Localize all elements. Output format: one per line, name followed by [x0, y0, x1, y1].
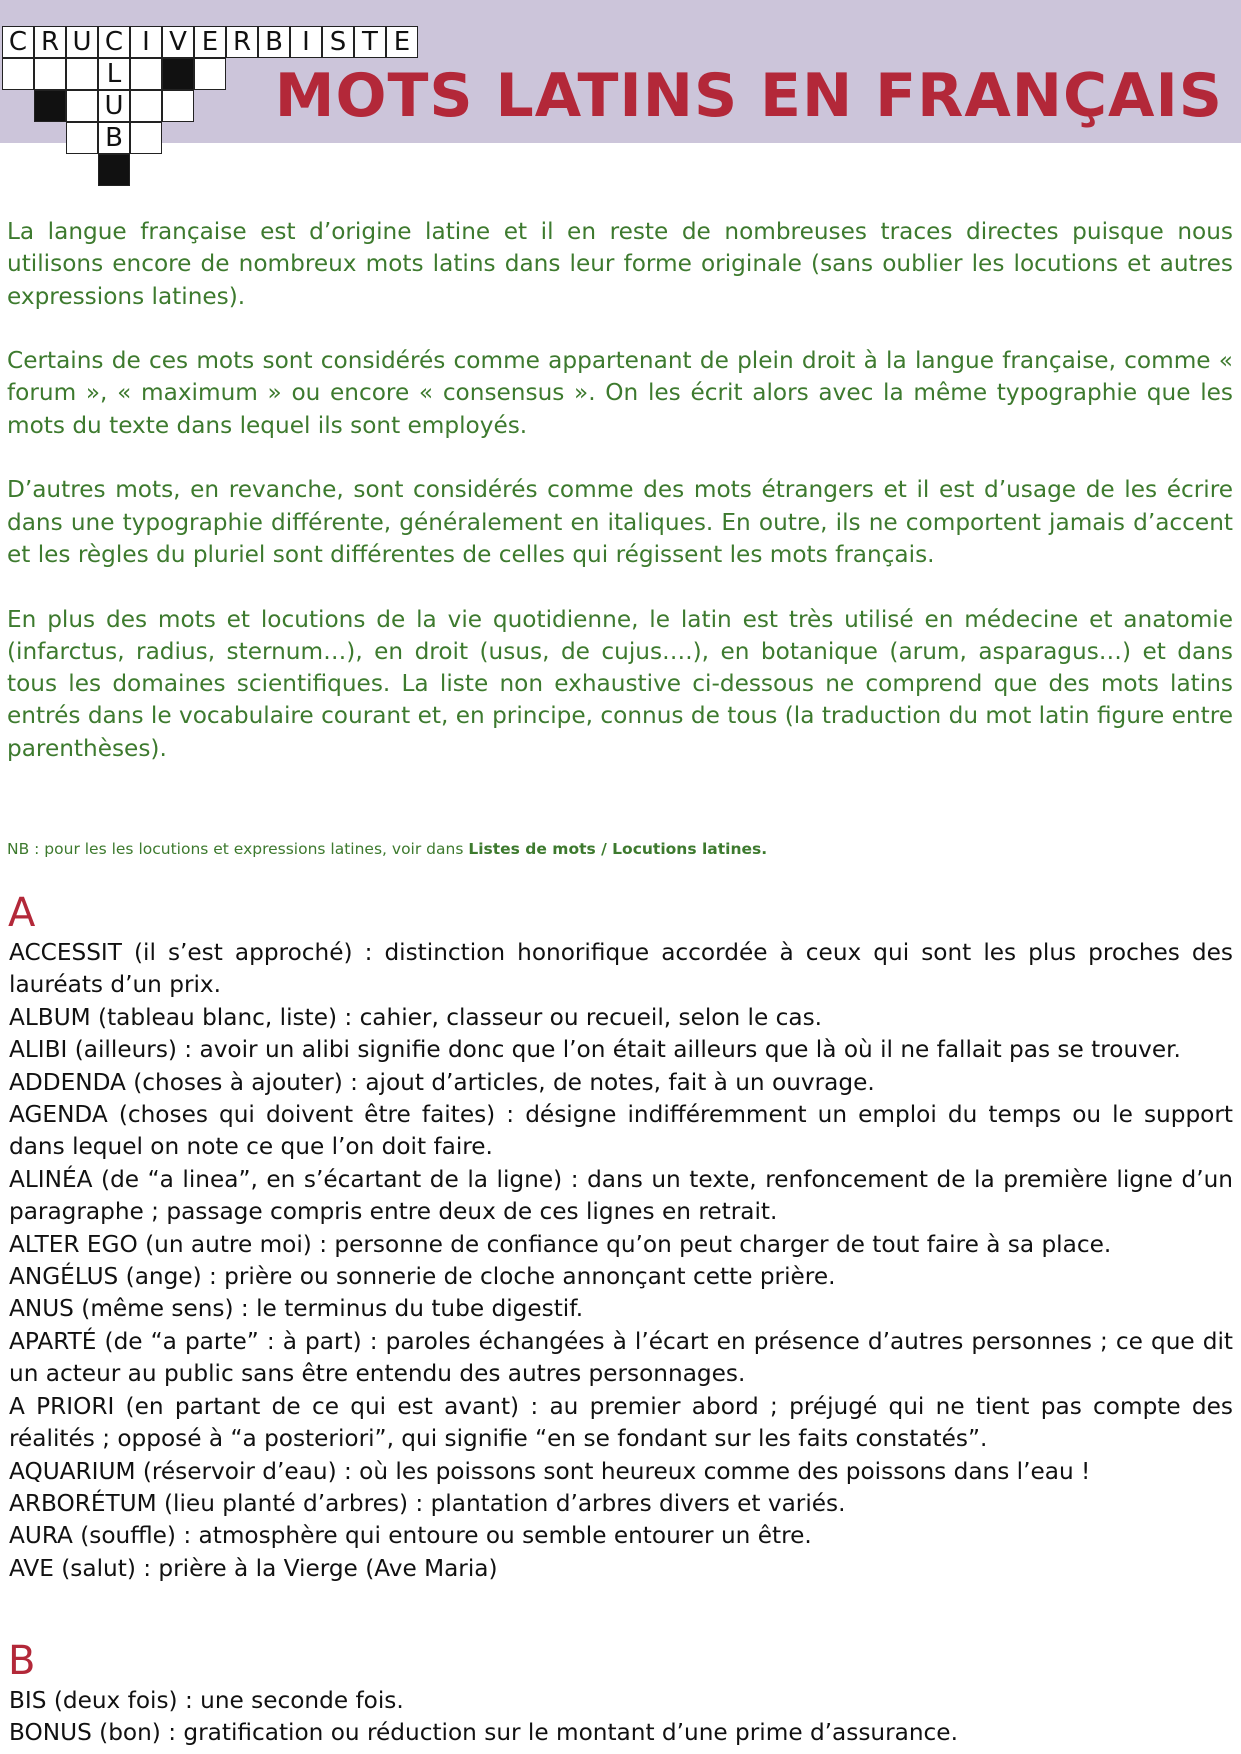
nb-reference-link[interactable]: Listes de mots / Locutions latines.	[468, 840, 768, 858]
list-item: ACCESSIT (il s’est approché) : distinction honorifique accordée à ceux qui sont les plus proches des lauréats d’un prix.	[9, 939, 1233, 999]
logo-letter-cell: B	[258, 26, 290, 58]
list-item: AQUARIUM (réservoir d’eau) : où les poissons sont heureux comme des poissons dans l’eau !	[9, 1457, 1091, 1485]
logo-letter-cell: U	[98, 90, 130, 122]
list-item: ALIBI (ailleurs) : avoir un alibi signifie donc que l’on était ailleurs que là où il ne fallait pas se trouver.	[9, 1036, 1181, 1064]
list-item: APARTÉ (de “a parte” : à part) : paroles échangées à l’écart en présence d’autres personnes ; ce que dit un acteur au public sans être entendu des autres personnages.	[9, 1327, 1233, 1388]
logo-empty-cell	[194, 58, 226, 90]
list-item: BONUS (bon) : gratification ou réduction sur le montant d’une prime d’assurance.	[9, 1719, 958, 1747]
logo-letter-cell: I	[290, 26, 322, 58]
section-letter-a: A	[8, 890, 36, 936]
section-a-entries	[9, 937, 1233, 1585]
list-item: ANUS (même sens) : le terminus du tube digestif.	[9, 1295, 584, 1323]
intro-paragraph: Certains de ces mots sont considérés comme appartenant de plein droit à la langue française, comme « forum », « maximum » ou encore « consensus ». On les écrit alors avec la même typographie que les mots du texte dans lequel ils sont employés.	[7, 347, 1233, 439]
logo-black-cell	[98, 154, 130, 186]
logo-letter-cell: T	[354, 26, 386, 58]
logo-letter-cell: E	[386, 26, 418, 58]
nb-text: NB : pour les les locutions et expressions latines, voir dans	[7, 840, 469, 858]
list-item: AGENDA (choses qui doivent être faites) : désigne indifféremment un emploi du temps ou le support dans lequel on note ce que l’on doit faire.	[9, 1101, 1233, 1161]
list-item: AURA (souffle) : atmosphère qui entoure ou semble entourer un être.	[9, 1522, 812, 1550]
list-item: ADDENDA (choses à ajouter) : ajout d’articles, de notes, fait à un ouvrage.	[9, 1068, 875, 1096]
list-item: ANGÉLUS (ange) : prière ou sonnerie de cloche annonçant cette prière.	[9, 1263, 836, 1291]
list-item: ALBUM (tableau blanc, liste) : cahier, classeur ou recueil, selon le cas.	[9, 1003, 823, 1031]
logo-letter-cell: C	[98, 26, 130, 58]
logo-letter-cell: C	[2, 26, 34, 58]
logo-empty-cell	[66, 122, 98, 154]
list-item: A PRIORI (en partant de ce qui est avant) : au premier abord ; préjugé qui ne tient pas compte des réalités ; opposé à “a posteriori”, qui signifie “en se fondant sur les faits constatés”.	[9, 1392, 1233, 1453]
logo-black-cell	[34, 90, 66, 122]
logo-letter-cell: S	[322, 26, 354, 58]
page-title: MOTS LATINS EN FRANÇAIS	[274, 61, 1223, 131]
logo-empty-cell	[66, 90, 98, 122]
list-item: BIS (deux fois) : une seconde fois.	[9, 1687, 404, 1714]
logo-empty-cell	[130, 90, 162, 122]
logo-empty-cell	[130, 58, 162, 90]
logo-letter-cell: V	[162, 26, 194, 58]
logo-letter-cell: U	[66, 26, 98, 58]
logo-empty-cell	[66, 58, 98, 90]
logo-letter-cell: B	[98, 122, 130, 154]
logo-letter-cell: R	[34, 26, 66, 58]
logo-letter-cell: I	[130, 26, 162, 58]
section-letter-b: B	[8, 1638, 36, 1684]
section-b-entries	[9, 1685, 1233, 1750]
list-item: ALTER EGO (un autre moi) : personne de confiance qu’on peut charger de tout faire à sa place.	[9, 1230, 1112, 1258]
logo-letter-cell: E	[194, 26, 226, 58]
logo-empty-cell	[162, 90, 194, 122]
intro-text	[7, 216, 1233, 797]
logo-black-cell	[162, 58, 194, 90]
list-item: ALINÉA (de “a linea”, en s’écartant de la ligne) : dans un texte, renfoncement de la première ligne d’un paragraphe ; passage compris entre deux de ces lignes en retrait.	[9, 1165, 1233, 1226]
logo-empty-cell	[2, 58, 34, 90]
nb-note	[7, 839, 1233, 859]
list-item: AVE (salut) : prière à la Vierge (Ave Maria)	[9, 1554, 498, 1582]
logo-empty-cell	[34, 58, 66, 90]
logo-letter-cell: R	[226, 26, 258, 58]
logo-empty-cell	[130, 122, 162, 154]
intro-paragraph: En plus des mots et locutions de la vie quotidienne, le latin est très utilisé en médecine et anatomie (infarctus, radius, sternum…), en droit (usus, de cujus….), en botanique (arum, asparagus…) et dans tous les domaines scientifiques. La liste non exhaustive ci-dessous ne comprend que des mots latins entrés dans le vocabulaire courant et, en principe, connus de tous (la traduction du mot latin figure entre parenthèses).	[7, 605, 1233, 762]
intro-paragraph: La langue française est d’origine latine et il en reste de nombreuses traces directes puisque nous utilisons encore de nombreux mots latins dans leur forme originale (sans oublier les locutions et autres expressions latines).	[7, 218, 1233, 310]
intro-paragraph: D’autres mots, en revanche, sont considérés comme des mots étrangers et il est d’usage de les écrire dans une typographie différente, généralement en italiques. En outre, ils ne comportent jamais d’accent et les règles du pluriel sont différentes de celles qui régissent les mots français.	[7, 476, 1233, 568]
logo-letter-cell: L	[98, 58, 130, 90]
list-item: ARBORÉTUM (lieu planté d’arbres) : plantation d’arbres divers et variés.	[9, 1489, 846, 1517]
